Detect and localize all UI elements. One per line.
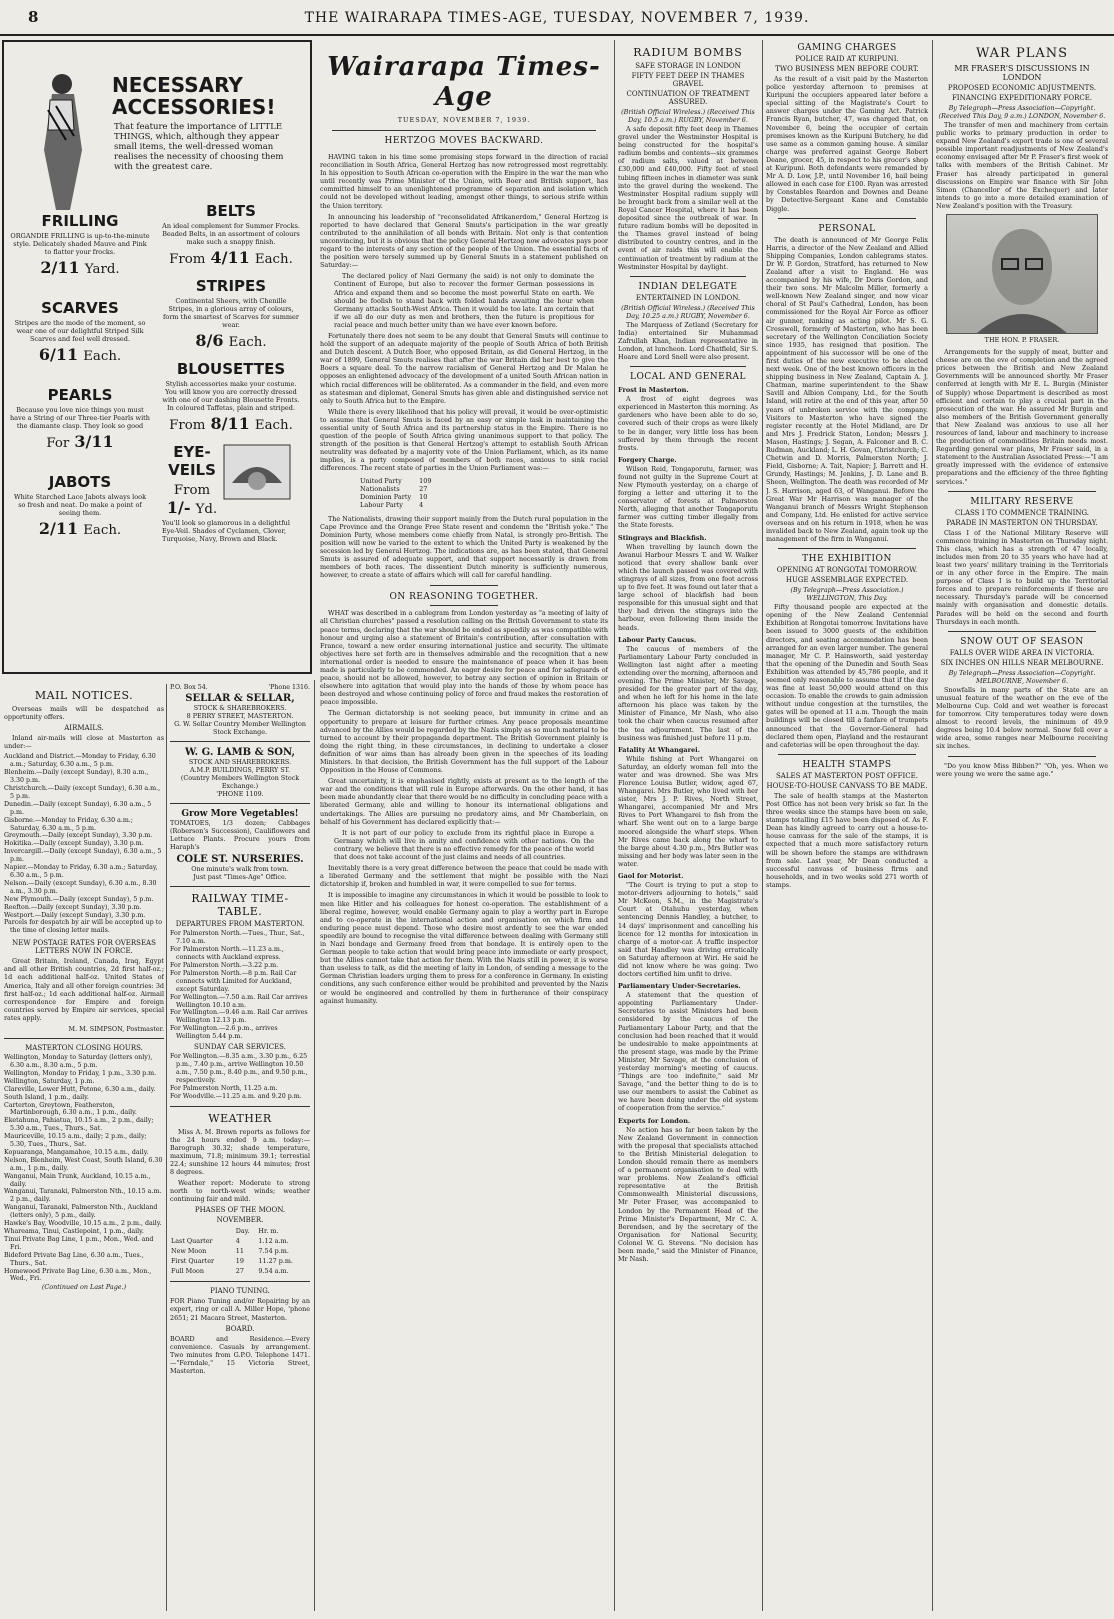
moon-phase: First Quarter [171, 1257, 215, 1266]
list-item: Gisborne.—Monday to Friday, 6.30 a.m.; Saturday, 6.30 a.m., 5 p.m. [4, 816, 133, 832]
list-item: Auckland and District.—Monday to Friday, 6.30 a.m.; Saturday, 6.30 a.m., 5 p.m. [4, 753, 156, 769]
ad-item-blousettes [162, 360, 300, 433]
personal-headline: PERSONAL [818, 223, 876, 234]
portrait-caption: THE HON. P. FRASER. [984, 336, 1060, 345]
local-item-body: Wilson Reid, Tongaporutu, farmer, was found not guilty in the Supreme Court at New Plymouth yesterday, on a charge of forging a letter and uttering it to the conservator of forests at Palmerston North, alleging that another Tongaporutu farmer was cutting timber illegally from the State forests. [618, 464, 758, 530]
list-item: New Plymouth.—Daily (except Sunday), 5 p.m. [4, 895, 154, 903]
exhibition-credit: (By Telegraph—Press Association.) WELLINGTON, This Day. [790, 586, 904, 603]
editorial-headline: ON REASONING TOGETHER. [389, 592, 539, 603]
editorial-paragraph: HAVING taken in his time some promising steps forward in the direction of racial reconciliation in South Africa, General Hertzog has now retrogressed most regrettably. In his opposition to South African co-operation with the Empire in the war the man who until recently was Prime Minister of the Union, with Boer and British support, has committed himself to an unenlightened programme of separation and isolation which could not be developed without leading, amongst other things, to serious strife within the Union territory. [320, 153, 608, 210]
local-item-title: Stingrays and Blackfish. [618, 533, 707, 542]
business-column [170, 684, 310, 1611]
news-column-3 [618, 40, 758, 1611]
sunday-heading: SUNDAY CAR SERVICES. [194, 1043, 286, 1052]
ad-item-desc: An ideal complement for Summer Frocks. Beaded Belts, in an assortment of colours make such a snappy finish. [162, 222, 300, 246]
editorial-paragraph: Great uncertainty, it is emphasised rightly, exists at present as to the length of the war and the conditions that will rule in Europe afterwards. On the other hand, it has been made abundantly clear that there would be no difficulty in concluding peace with a liberated Germany, able and willing to honour its international obligations and undertakings. The Allies are pursuing no predatory aims, and Mr Chamberlain, on behalf of his Government has declared explicitly that:— [320, 777, 608, 826]
moon-table [170, 1226, 310, 1276]
lamb-line: STOCK AND SHAREBROKERS. [188, 758, 292, 766]
airmail-list [4, 753, 164, 935]
local-item-body: A statement that the question of appointing Parliamentary Under-Secretaries to assist Ministers had been considered by the caucus of the Parliamentary Labour Party, and that the conclusion had been reached that it would be undesirable to make appointments at the present stage, was made by the Prime Minister, Mr Savage, at the conclusion of yesterday morning's meeting of caucus. "Things are too indefinite," said Mr Savage, "and the better thing to do is to use our members to assist the Cabinet as we have been doing under the old system of cooperation from the service." [618, 991, 758, 1113]
paper-name-logo: Wairarapa Times-Age [327, 52, 601, 112]
ad-item-desc: Stylish accessories make your costume. You will know you are correctly dressed with one of our dashing Blousette Fronts. In coloured Taffetas, plain and striped. [162, 380, 300, 412]
health-sub: HOUSE-TO-HOUSE CANVASS TO BE MADE. [766, 781, 928, 790]
list-item: Wanganui, Taranaki, Palmerston Nth., 10.15 a.m. 2 p.m., daily. [4, 1188, 162, 1204]
sellar-line: STOCK & SHAREBROKERS. [193, 704, 287, 712]
exhibition-headline: THE EXHIBITION [802, 554, 892, 565]
list-item: Mauriceville, 10.15 a.m., daily; 2 p.m., daily; 5.30, Tues., Thurs., Sat. [4, 1133, 147, 1149]
list-item: Hawke's Bay, Woodville, 10.15 a.m., 2 p.m., daily. [4, 1220, 162, 1228]
list-item: For Palmerston North.—8 p.m. Rail Car connects with Limited for Auckland, except Saturday. [170, 969, 297, 993]
local-item-body: The caucus of members of the Parliamentary Labour Party concluded in Wellington last night after a meeting extending over the morning, afternoon and evening. The Prime Minister, Mr Savage, presided for the greater part of the day, and when he left for his home in the late afternoon his place was taken by the Minister of Finance, Mr Nash, who also took the chair when caucus resumed after the tea adjournment. The last of the business was finished just before 11 p.m. [618, 644, 758, 742]
list-item: For Palmerston North, 11.25 a.m. [170, 1084, 278, 1092]
ad-item-unit: Yd. [195, 502, 218, 517]
moon-phase: New Moon [171, 1247, 207, 1256]
radium-sub: SAFE STORAGE IN LONDON [635, 62, 741, 70]
party-name: Nationalists [360, 484, 400, 493]
snow-sub: SIX INCHES ON HILLS NEAR MELBOURNE. [940, 658, 1104, 667]
war-body: Arrangements for the supply of meat, butter and cheese are on the eve of completion and the agreed prices between the British and New Zealand Governments will be announced shortly. Mr Fraser conferred at length with Mr E. L. Burgin (Minister of Supply) whose Department is described as most efficient and certain to play a crucial part in the prosecution of the war. He assured Mr Burgin and also members of the British Government generally that New Zealand was anxious to use all her resources of land, labour and machinery to increase the production of commodities Britain needs most. Regarding general war plans, Mr Fraser said, in a statement to the Australian Associated Press:—"I am greatly impressed with the evidence of extensive preparations and the efficiency of the three fighting services." [936, 348, 1108, 486]
ad-item-desc: White Starched Lace Jabots always look so fresh and neat. Do make a point of seeing them. [13, 493, 147, 517]
cole-ad [170, 809, 310, 881]
ad-item-stripes [162, 277, 300, 350]
rates-heading: NEW POSTAGE RATES FOR OVERSEAS LETTERS NOW IN FORCE. [12, 939, 156, 956]
local-item-body: While fishing at Port Whangarei on Saturday, an elderly woman fell into the water and was drowned. She was Mrs Florence Louisa Butler, widow, aged 67, Whangarei. Mrs Butler, who lived with her sister, Mrs J. P. Rives, North Street, Whangarei, accompanied Mr and Mrs Rives to Port Whangarei to fish from the wharf. She went out on to a large barge moored alongside the wharf steps. When Mr Rives came back along the wharf to the barge about 4.30 p.m., Mrs Butler was missing and her body was later seen in the water. [618, 754, 758, 868]
piano-heading: PIANO TUNING. [210, 1287, 270, 1296]
gaming-body: As the result of a visit paid by the Masterton police yesterday afternoon to premises at Kuripuni the occupiers appeared later before a special sitting of the Magistrate's Court to answer charges under the Gaming Act. Patrick Francis Ryan, butcher, 47, was charged that, on November 6, being the occupier of certain premises known as the Kuripuni Butchery, he did use same as a common gaming house. A similar charge was preferred against George Robert Deane, grocer, 45, in respect to his grocer's shop at Kuripuni. Both defendants were remanded by Mr A. D. Low, J.P., until November 16, bail being allowed in each case for £100. Ryan was arrested by Constables Reardon and Downes and Deane by Detective-Sergeant Kane and Constable Diggle. [766, 75, 928, 213]
editorial-headline: HERTZOG MOVES BACKWARD. [384, 136, 544, 146]
list-item: Reefton.—Daily (except Sunday), 3.30 p.m. [4, 903, 142, 911]
ad-item-price: 3/11 [74, 432, 114, 451]
moon-phase: Full Moon [171, 1267, 205, 1276]
table-row [360, 501, 440, 509]
ad-item-title: BELTS [206, 202, 256, 220]
list-item: Invercargill.—Daily (except Sunday), 6.30 a.m., 5 p.m. [4, 848, 162, 864]
ad-item-scarves [10, 299, 150, 364]
editorial-paragraph: While there is every likelihood that his policy will prevail, it would be over-optimistic to assume that General Smuts is faced by an easy or simple task in maintaining the essential unity of South Africa and its partnership status in the Empire. There is no question of the people of South Africa giving unanimous support to that policy. The strength of the position is that General Hertzog's attempt to establish South African neutrality was defeated by a majority vote of the Union Parliament, which, as its name implies, is a party composed of members of both races, anxious to sink racial differences. The recent state of parties in the Union Parliament was:— [320, 407, 608, 473]
board-heading: BOARD. [225, 1324, 255, 1333]
sellar-line: G. W. Sellar Country Member Wellington Stock Exchange. [174, 720, 306, 736]
divider [778, 548, 916, 549]
cole-text: TOMATOES, 1/3 dozen; Cabbages (Roberson's Succession), Cauliflowers and Lettuce Plants. Procure yours from Haraph's [170, 819, 310, 852]
cole-line: One minute's walk from town. [191, 865, 289, 874]
gaming-sub: POLICE RAID AT KURIPUNI. [795, 55, 899, 63]
divider [170, 1106, 310, 1107]
parties-table [360, 477, 440, 509]
party-name: Dominion Party [360, 492, 412, 501]
exhibition-sub: HUGE ASSEMBLAGE EXPECTED. [785, 576, 909, 585]
moon-heading: PHASES OF THE MOON. [194, 1206, 286, 1215]
party-seats: 4 [419, 500, 424, 509]
divider [4, 1038, 164, 1039]
divider [332, 130, 596, 131]
railway-heading: RAILWAY TIME-TABLE. [191, 892, 289, 919]
list-item: Dunedin.—Daily (except Sunday), 6.30 a.m., 5 p.m. [4, 800, 152, 816]
list-item: Kopuaranga, Mangamahoe, 10.15 a.m., daily. [4, 1148, 149, 1156]
weather-report: Miss A. M. Brown reports as follows for the 24 hours ended 9 a.m. today:—Barograph 30.32; shade temperature, maximum, 71.8; minimum 39.1; terrestial 22.4; sunshine 12 hours 44 minutes; frost 8 degrees. [170, 1127, 310, 1176]
divider [630, 366, 746, 367]
veil-illustration [222, 443, 292, 501]
lamb-ad [170, 747, 310, 798]
table-row [360, 493, 440, 501]
snow-headline: SNOW OUT OF SEASON [960, 636, 1084, 647]
list-item: Nelson.—Daily (except Sunday), 6.30 a.m., 8.30 a.m., 3.30 p.m. [4, 879, 157, 895]
weather-heading: WEATHER [208, 1111, 272, 1125]
board-ad [170, 1325, 310, 1375]
divider [948, 491, 1096, 492]
ad-item-title: FRILLING [41, 212, 119, 230]
war-sub: FINANCING EXPEDITIONARY FORCE. [951, 94, 1093, 102]
ad-item-price: 8/6 [195, 331, 224, 350]
snow-credit: By Telegraph—Press Association—Copyright. MELBOURNE, November 6. [948, 668, 1096, 685]
ad-heading: NECESSARY ACCESSORIES! [112, 73, 276, 119]
cole-line: Just past "Times-Age" Office. [193, 873, 287, 882]
divider [948, 631, 1096, 632]
ad-intro: That feature the importance of LITTLE THINGS, which, although they appear small items, the well-dressed woman realises the necessity of choosing them with the greatest care. [114, 122, 284, 172]
ad-item-price: 2/11 [40, 258, 80, 277]
ad-item-unit: Yard. [84, 262, 120, 277]
newspaper-title: THE WAIRARAPA TIMES-AGE, TUESDAY, NOVEMBER 7, 1939. [304, 10, 810, 26]
ad-item-desc: ORGANDIE FRILLING is up-to-the-minute style. Delicately shaded Mauve and Pink to flatter your frocks. [10, 232, 150, 256]
ad-item-unit: Each. [254, 418, 293, 433]
railway-timetable [170, 892, 310, 1100]
ad-item-belts [162, 202, 300, 267]
local-item-title: Parliamentary Under-Secretaries. [618, 982, 741, 991]
list-item: Christchurch.—Daily (except Sunday), 6.30 a.m., 5 p.m. [4, 785, 161, 800]
ad-from-label: From [169, 252, 206, 267]
gaming-sub: TWO BUSINESS MEN BEFORE COURT. [775, 65, 919, 73]
moon-time: 1.12 a.m. [258, 1237, 289, 1246]
editorial-date: TUESDAY, NOVEMBER 7, 1939. [397, 116, 531, 124]
editorial-paragraph: In announcing his leadership of "reconsolidated Afrikanerdom," General Hertzog is reported to have declared that General Smuts's participation in the war greatly contributed to the annihilation of all bonds with Britain. Not only is that contention unconvincing, but it is obvious that the policy General Hertzog now advocates pays poor regard to the interests of any section of the people of the Union. The essential facts of the position were tersely summed up by General Smuts in a statement published on Saturday:— [320, 212, 608, 270]
table-row [360, 477, 440, 485]
ad-item-price: 6/11 [38, 345, 79, 364]
editorial-column [320, 40, 608, 1611]
ad-item-desc: Because you love nice things you must have a String of our Three-tier Pearls with the diamante clasp. They look so good [10, 406, 150, 430]
health-body: The sale of health stamps at the Masterton Post Office has not been very brisk so far. In the three weeks since the stamps have been on sale, stamps totalling £15 have been disposed of. As F. Dean has kindly agreed to carry out a house-to-house canvass for the sale of the stamps, it is expected that a much more satisfactory return will be shown before the stamps are withdrawn from sale. Last year, Mr Dean conducted a successful canvass of business firms and households, and in two weeks sold 271 worth of stamps. [766, 791, 928, 889]
party-seats: 27 [419, 484, 428, 493]
divider [948, 756, 1096, 757]
snow-body: Snowfalls in many parts of the State are an unusual feature of the weather on the eve of the Melbourne Cup. Cold and wet weather is forecast for tomorrow. City temperatures today were down almost to record levels, the minimum of 49.9 degrees being 10.4 below normal. Snow fell over a wide area, some ranges near Melbourne receiving six inches. [936, 685, 1108, 751]
war-headline: WAR PLANS [975, 46, 1069, 61]
editorial-quote: The declared policy of Nazi Germany (he said) is not only to dominate the Continent of Europe, but also to recover the former German possessions in Africa and expand them and so become the most powerful State on earth. We should be foolish to stand back with folded hands awaiting the hour when Germany attacks South-West Africa. Then it would be too late. I am certain that if we all do our duty as men and brothers, then the future is propitious for racial peace and much better unity than we have ever known before. [334, 272, 594, 329]
ad-item-desc: Stripes are the mode of the moment, so wear one of our delightful Striped Silk Scarves and feel well dressed. [14, 319, 146, 343]
health-sub: SALES AT MASTERTON POST OFFICE. [776, 771, 918, 780]
editorial-quote: It is not part of our policy to exclude from its rightful place in Europe a Germany which will live in amity and confidence with other nations. On the contrary, we believe that there is no effective remedy for the peace of the world that does not take account of the just claims and needs of all countries. [334, 828, 594, 862]
ad-item-price: 1/- [166, 498, 191, 517]
divider [430, 149, 498, 150]
mail-heading: MAIL NOTICES. [34, 689, 134, 702]
fashion-model-illustration [26, 70, 96, 220]
list-item: For Woodville.—11.25 a.m. and 9.20 p.m. [170, 1092, 302, 1100]
local-item-title: Forgery Charge. [618, 455, 677, 464]
piano-ad [170, 1287, 310, 1321]
ad-item-unit: Each. [254, 252, 293, 267]
local-item-title: Experts for London. [618, 1116, 691, 1125]
column-rule [166, 684, 167, 1611]
sellar-ad [170, 684, 310, 736]
list-item: Hokitika.—Daily (except Sunday), 3.30 p.m. [4, 840, 144, 848]
list-item: Greymouth.—Daily (except Sunday), 3.30 p.m. [4, 832, 153, 840]
moon-phase: Last Quarter [171, 1237, 213, 1246]
portrait-illustration [947, 215, 1097, 333]
divider [170, 741, 310, 742]
list-item: For Wellington.—2.6 p.m., arrives Wellington 5.44 p.m. [170, 1025, 278, 1041]
cole-headline: Grow More Vegetables! [181, 809, 299, 819]
divider [170, 886, 310, 887]
snow-footer: "Do you know Miss Bibben?" "Oh, yes. When we were young we were the same age." [936, 761, 1108, 778]
ad-item-price: 2/11 [38, 519, 79, 538]
continued-note: (Continued on Last Page.) [41, 1283, 127, 1292]
weather-section [170, 1112, 310, 1204]
divider [778, 754, 916, 755]
indian-credit: (British Official Wireless.) (Received This Day, 10.25 a.m.) RUGBY, November 6. [621, 303, 755, 320]
divider [430, 585, 498, 586]
lamb-name: W. G. LAMB & SON, [185, 747, 295, 758]
local-item-title: Frost in Masterton. [618, 386, 689, 395]
ad-item-pearls [10, 386, 150, 451]
editorial-paragraph: Fortunately there does not seem to be any doubt that General Smuts will continue to hold the support of an adequate majority of the people of South Africa of both British and Dutch descent. A Dutch Boer, who opposed Britain, as did General Hertzog, in the war of 1899, General Smuts realises that after the war Britain did her best to give the Boers a square deal. To the narrow racialism of General Hertzog and Dr Malan he opposes an enlightened advocacy of the development of a united South African nation in which racial differences will be obliterated. As a commander in the field, and even more as statesman and diplomat, General Smuts has given able and distinguished service not only to South Africa but to the Empire. [320, 331, 608, 405]
list-item: For Wellington.—8.35 a.m., 3.30 p.m., 6.25 p.m., 7.40 p.m., arrive Wellington 10.50 a.m., 7.50 p.m., 8.40 p.m., and 9.50 p.m., respectively. [170, 1053, 308, 1084]
list-item: Wellington, Monday to Saturday (letters only), 6.30 a.m., 8.30 a.m., 5 p.m. [4, 1054, 153, 1069]
moon-time: 9.54 a.m. [258, 1267, 289, 1276]
local-item-body: "The Court is trying to put a stop to motor-drivers adjourning to hotels," said Mr McKeon, S.M., in the Magistrate's Court at Otahuhu yesterday, when sentencing Dennis Handley, a butcher, to 14 days' imprisonment and cancelling his licence for 12 months for intoxication in charge of a motor-car. A traffic inspector said that Handley was driving erratically on Saturday afternoon at Wiri. He said he did not know where he was going. Two doctors certified him unfit to drive. [618, 881, 758, 979]
moon-month: NOVEMBER. [216, 1216, 264, 1225]
list-item: Parcels for despatch by air will be accepted up to the time of closing letter mails. [4, 919, 163, 935]
gaming-headline: GAMING CHARGES [797, 43, 897, 53]
ad-item-jabots [10, 473, 150, 538]
page-number: 8 [28, 8, 39, 26]
divider [430, 605, 498, 606]
railway-sub: DEPARTURES FROM MASTERTON. [175, 920, 305, 929]
moon-day: 27 [235, 1267, 244, 1276]
local-item-body: When travelling by launch down the Awanui Harbour Messrs T. and W. Walker noticed that every shallow bank over which the launch passed was covered with stingrays of all sizes, from one foot across up to five feet. It was found out later that a large school of blackfish had been responsible for this unusual sight and that they had driven the stingrays into the harbour, even following them inside the heads. [618, 542, 758, 632]
list-item: For Wellington.—7.50 a.m. Rail Car arrives Wellington 10.10 a.m. [170, 993, 308, 1009]
airmails-heading: AIRMAILS. [64, 724, 104, 733]
list-item: Eketahuna, Pahiatua, 10.15 a.m., 2 p.m., daily; 5.30 a.m., Tues., Thurs., Sat. [4, 1117, 154, 1133]
radium-sub: CONTINUATION OF TREATMENT ASSURED. [626, 90, 750, 106]
ad-item-unit: Each. [228, 335, 267, 350]
list-item: Wanganui, Main Trunk, Auckland, 10.15 a.m., daily. [4, 1172, 151, 1188]
piano-text: FOR Piano Tuning and/or Repairing by an expert, ring or call A. Miller Hope, 'phone 2651; 21 Macara Street, Masterton. [170, 1297, 310, 1322]
moon-time: 11.27 p.m. [258, 1257, 293, 1266]
list-item: Napier.—Monday to Friday, 6.30 a.m.; Saturday, 6.30 a.m., 5 p.m. [4, 864, 158, 879]
list-item: Bideford Private Bag Line, 6.30 a.m., Tues., Thurs., Sat. [4, 1251, 144, 1267]
list-item: Tinui Private Bag Line, 1 p.m., Mon., Wed. and Fri. [4, 1235, 154, 1251]
list-item: For Palmerston North.—3.22 p.m. [170, 962, 279, 969]
list-item: For Palmerston North.—11.23 a.m., connects with Auckland express. [170, 946, 284, 962]
ad-item-title: PEARLS [47, 386, 113, 404]
exhibition-sub: OPENING AT RONGOTAI TOMORROW. [776, 566, 918, 575]
military-headline: MILITARY RESERVE [970, 496, 1074, 507]
war-credit: By Telegraph—Press Association—Copyright. (Received This Day, 9 a.m.) LONDON, November 6. [938, 104, 1106, 120]
lamb-line: A.M.P. BUILDINGS, PERRY ST. [189, 766, 291, 774]
indian-sub: ENTERTAINED IN LONDON. [635, 293, 741, 302]
divider [630, 276, 746, 277]
table-row [170, 1266, 310, 1276]
radium-headline: RADIUM BOMBS [633, 46, 743, 59]
list-item: Homewood Private Bag Line, 6.30 a.m., Mon., Wed., Fri. [4, 1267, 152, 1283]
closing-list [4, 1054, 164, 1283]
ad-item-title: EYE-VEILS [168, 443, 216, 479]
list-item: Nelson, Blenheim, West Coast, South Island, 6.30 a.m., 1 p.m., daily. [4, 1156, 163, 1172]
weather-forecast: Weather report: Moderate to strong north to north-west winds; weather continuing fair and mild. [170, 1179, 310, 1204]
party-seats: 10 [419, 492, 428, 501]
indian-body: The Marquess of Zetland (Secretary for India) entertained Sir Muhammad Zafrullah Khan, Indian representative in London, at luncheon. Lord Chatfield, Sir S. Hoare and Lord Snell were also present. [618, 320, 758, 362]
editorial-paragraph: It is impossible to imagine any circumstances in which it would be possible to look to men like Hitler and his colleagues for honest co-operation. The establishment of a liberal regime, however, would enable Germany again to play a worthy part in Europe and to co-operate in the international action and organisation on which firm and enduring peace must depend. Those who desire most ardently to see the war ended speedily are bound to recognise the vital difference between dealing with Germany still in Nazi bondage and Germany freed from that bondage. It is entirely open to the German people to take action that would bring peace into immediate or early prospect, but the Allies cannot take that action for them. With the Nazis still in power, it is worse than useless to talk, as did the meeting of laity in London, of sending a message to the German Christian leaders urging them to press for a conference in Germany. In existing conditions, any such conference either would be prohibited and prevented by the Nazis or would be engineered and controlled by them in furtherance of their conspiracy against humanity. [320, 891, 608, 1005]
news-column-5 [936, 40, 1108, 1611]
sellar-name: SELLAR & SELLAR, [185, 693, 295, 704]
col-header: Hr. m. [258, 1227, 279, 1236]
column-rule [932, 40, 933, 1611]
ad-item-price: 4/11 [210, 248, 250, 267]
ad-from-label: From [173, 483, 211, 498]
ad-from-label: From [169, 418, 206, 433]
list-item: Blenheim.—Daily (except Sunday), 8.30 a.m., 3.30 p.m. [4, 769, 149, 785]
list-item: South Island, 1 p.m., daily. [4, 1093, 89, 1101]
moon-section [170, 1206, 310, 1276]
board-text: BOARD and Residence.—Every convenience. Casuals by arrangement. Two minutes from G.P.O. Telephone 1471.—"Ferndale," 15 Victoria Street, Masterton. [170, 1334, 310, 1375]
snow-sub: FALLS OVER WIDE AREA IN VICTORIA. [949, 648, 1095, 657]
personal-body: The death is announced of Mr George Felix Harris, a director of the New Zealand and Allied Shipping Companies, London cablegrams states. Dr W. P. Gordon, Stratford, has returned to New Zealand after a visit to England. He was accompanied by his wife, Dr Doris Gordon, and their two sons. Mr Malcolm Miller, formerly a well-known New Zealand singer, and now vicar choral of St Paul's Cathedral, London, has been commissioned for the Royal Air Force as officer air gunner, ranking as acting pilot. Mr S. G. Cresswell, formerly of Masterton, who has been secretary of the Wellington Conciliation Society since 1935, has resigned that position. The appointment of his successor will be one of the first duties of the new executive to be elected next week. One of the best known officers in the shipping business in New Zealand, Captain A. J. Chatman, marine superintendent to the Shaw Savill and Albion Company, Ltd., for the South Island, will retire at the end of this year, after 50 years of unbroken service with the company. Visitors to Masterton who have signed the register recently at the Hotel Midland, are Dr and Mrs J. Fredrick Staton, London; Messrs J. Mason, Hastings; J. Segan, A. Falconer and B. C. Rudman, Auckland; L. H. Govan, Christchurch; C. Chetwin and D. Morris, Palmerston North; J. Field, Gisborne; A. Tait, Napier; J. Barrett and H. Grundy, Hastings; M. Jenkins, J. D. Lane and B. Sheen, Wellington. The death was recorded of Mr J. S. Harrison, aged 63, of Wanganui. Before the Great War Mr Harrison was manager of the Wanganui branch of Messrs Wright Stephenson and Company, Ltd. He enlisted for active service overseas and on his return in 1918, when he was invalided back to New Zealand, again took up the management of the firm in Wanganui. [766, 235, 928, 544]
military-sub: CLASS I TO COMMENCE TRAINING. [954, 508, 1090, 517]
ad-item-title: SCARVES [41, 299, 119, 317]
sellar-box: P.O. Box 54. [170, 684, 208, 691]
ad-item-desc: You'll look so glamorous in a delightful Eye-Veil. Shades of Cyclamen, Clover, Turquoise, Navy, Brown and Black. [162, 519, 290, 543]
list-item: Carterton, Greytown, Featherston, Martinborough, 6.30 a.m., 1 p.m., daily. [4, 1101, 137, 1117]
ad-item-unit: Each. [83, 523, 122, 538]
lamb-phone: 'PHONE 1109. [216, 790, 264, 798]
table-row [170, 1236, 310, 1246]
col-header: Day. [235, 1227, 250, 1236]
radium-body: A safe deposit fifty feet deep in Thames gravel under the Westminster Hospital is being constructed for the hospital's radium bombs and contents—six grammes of radium salts, valued at between £30,000 and £40,000. Fifty feet of steel tubing fifteen inches in diameter was sunk into the gravel during the weekend. The Westminster Hospital radium supply will be brought back from a similar well at the Royal Cancer Hospital, where it has been deposited since the outbreak of war. In future radium bombs will be deposited in the Thames gravel instead of being distributed to country centres, and in the event of air raids this will enable the continuation of treatment by radium at the Westminster Hospital by daylight. [618, 125, 758, 271]
list-item: For Palmerston North.—Tues., Thur., Sat., 7.10 a.m. [170, 930, 305, 946]
radium-sub: FIFTY FEET DEEP IN THAMES GRAVEL [631, 72, 745, 88]
cole-name: COLE ST. NURSERIES. [176, 854, 304, 866]
lamb-line: (Country Members Wellington Stock Exchange.) [180, 774, 300, 790]
ad-item-frilling [10, 212, 150, 277]
list-item: For Wellington.—9.46 a.m. Rail Car arrives Wellington 12.13 p.m. [170, 1009, 308, 1025]
ad-item-unit: For [46, 436, 70, 451]
ad-item-unit: Each. [83, 349, 122, 364]
local-item-title: Gaol for Motorist. [618, 872, 684, 881]
list-item: Westport.—Daily (except Sunday), 3.30 p.m. [4, 911, 146, 919]
local-headline: LOCAL AND GENERAL [630, 372, 746, 383]
ad-right-items [162, 202, 300, 545]
closing-heading: MASTERTON CLOSING HOURS. [25, 1044, 143, 1053]
ad-item-title: JABOTS [48, 473, 112, 491]
war-body: The transfer of men and machinery from certain public works to primary production in order to expand New Zealand's export trade is one of several possible important readjustments of New Zealand's economy envisaged after Mr P. Fraser's first week of talks with members of the British Cabinet. Mr Fraser has already participated in general discussions on Empire war finance with Sir John Simon (Chancellor of the Exchequer) and later intends to go into a more detailed examination of New Zealand's position with the Treasury. [936, 121, 1108, 210]
sellar-line: 8 PERRY STREET, MASTERTON. [186, 712, 294, 720]
column-rule [614, 40, 615, 1611]
moon-time: 7.54 p.m. [258, 1247, 289, 1256]
editorial-paragraph: WHAT was described in a cablegram from London yesterday as "a meeting of laity of all Christian churches" passed a resolution calling on the British Government to state its peace terms, declaring that the war should be ended as speedily as was compatible with honour and urging also a statement of Britain's contribution, after consultation with France, toward a new order ensuring international justice and security. The ultimate objectives here set forth are in themselves admirable and the recognition that a new international order is needed to ensure the maintenance of peace when it has been made is particularly to be commended. An eager desire for peace and for safeguards of peace, should not be allowed, however, to betray any section of opinion in Britain or elsewhere into agitation that would play into the hands of those by whom peace has been destroyed and whose continuing policy of force and fraud makes the restoration of peace impossible. [320, 609, 608, 707]
moon-day: 11 [235, 1247, 244, 1256]
ad-item-price: 8/11 [210, 414, 250, 433]
ad-item-desc: Continental Sheers, with Chenille Stripes, in a glorious array of colours, form the smartest of Scarves for summer wear. [163, 297, 299, 329]
moon-day: 4 [235, 1237, 240, 1246]
ad-item-title: STRIPES [195, 277, 267, 295]
divider [170, 803, 310, 804]
local-item-title: Labour Party Caucus. [618, 635, 697, 644]
portrait-photo [946, 214, 1098, 334]
news-column-4 [766, 40, 928, 1611]
masthead [0, 0, 1114, 36]
ad-item-title: BLOUSETTES [176, 360, 286, 378]
table-row [170, 1246, 310, 1256]
moon-day: 19 [235, 1257, 244, 1266]
mail-intro: Overseas mails will be despatched as opportunity offers. [4, 705, 164, 722]
divider [778, 218, 916, 219]
local-item-title: Fatality At Whangarei. [618, 745, 700, 754]
table-row [170, 1256, 310, 1266]
local-item-body: A frost of eight degrees was experienced in Masterton this morning. As gardeners who have been able to do so, covered such of their crops as were likely to be in danger, very little loss has been suffered by them through the recent frosts. [618, 395, 758, 452]
ad-left-items [10, 212, 150, 538]
column-rule [762, 40, 763, 1611]
war-sub: PROPOSED ECONOMIC ADJUSTMENTS. [947, 84, 1097, 92]
military-sub: PARADE IN MASTERTON ON THURSDAY. [946, 518, 1098, 527]
health-headline: HEALTH STAMPS [802, 759, 892, 770]
list-item: Wellington, Monday to Friday, 1 p.m., 3.30 p.m. [4, 1069, 157, 1077]
party-name: Labour Party [360, 500, 403, 509]
rates-text: Great Britain, Ireland, Canada, Iraq, Egypt and all other British countries, 2d first half-oz.; 1d each additional half-oz. United States of America, Italy and all other foreign countries: 3d first half-oz.; 1d each additional half-oz. Airmail correspondence for Empire and foreign countries served by Empire air services, special rates apply. [4, 957, 164, 1022]
exhibition-body: Fifty thousand people are expected at the opening of the New Zealand Centennial Exhibition at Rongotai tomorrow. Invitations have been issued to 3000 guests of the exhibition directors, and seating accommodation has been arranged for an even larger number. The general manager, Mr C. P. Hainsworth, said yesterday that the opening of the Dunedin and South Seas Exhibition was attended by 45,786 people, and it seemed only reasonable to assume that if the day was fine at least 50,000 would attend on this occasion. To enable the crowds to gain admission without undue congestion at the turnstiles, the gates will be opened at 11 a.m. Though the main buildings will be closed till a fanfare of trumpets announced that the Governor-General had declared them open, Playland and the restaurant and cafeterias will be open throughout the day. [766, 603, 928, 749]
editorial-paragraph: Inevitably there is a very great difference between the peace that could be made with a liberated Germany and the settlement that might be possible with the Nazi dictatorship if, broken and humbled in war, it were compelled to sue for terms. [320, 864, 608, 889]
list-item: Wellington, Saturday, 1 p.m. [4, 1077, 95, 1085]
table-row [360, 485, 440, 493]
party-seats: 109 [419, 476, 432, 485]
farmers-advertisement [2, 40, 312, 674]
list-item: Clareville, Lower Hutt, Petone, 6.30 a.m., daily. [4, 1085, 156, 1093]
list-item: Wanganui, Taranaki, Palmerston Nth., Auckland (letters only), 5 p.m., daily. [4, 1204, 158, 1220]
ad-item-eye-veils [162, 443, 300, 543]
column-rule [314, 680, 315, 1611]
sellar-phone: 'Phone 1316. [268, 684, 310, 691]
airmails-intro: Inland air-mails will close at Masterton as under:— [4, 734, 164, 751]
military-body: Class I of the National Military Reserve will commence training in Masterton on Thursday night. This class, which has a strength of 47 locally, includes men from 20 to 35 years who have had at least two years' military training in the Territorials or in any other force in the Empire. The main purpose of Class I is to build up the Territorial forces and to prepare reinforcements if these are necessary. Thursday's parade will be concerned mainly with organisation and domestic details. Parades will be held on the second and fourth Thursdays in each month. [936, 528, 1108, 626]
list-item: Whareama, Tinui, Castlepoint, 1 p.m., daily. [4, 1228, 144, 1235]
local-item-body: No action has so far been taken by the New Zealand Government in connection with the proposal that specialists attached to the British Ministerial delegation to London should remain there as members of a permanent organisation to deal with war problems. New Zealand's official representative at the British Commonwealth Ministerial discussions, Mr Peter Fraser, was accompanied to London by the Permanent Head of the Prime Minister's Department, Mr C. A. Berendsen, and by the secretary of the Organisation for National Security, Colonel W. G. Stevens. "No decision has been made," said the Minister of Finance, Mr Nash. [618, 1125, 758, 1264]
mail-column [4, 684, 164, 1611]
war-sub: MR FRASER'S DISCUSSIONS IN LONDON [954, 64, 1090, 82]
table-row [170, 1226, 310, 1236]
indian-headline: INDIAN DELEGATE [638, 281, 738, 292]
party-name: United Party [360, 476, 402, 485]
postmaster-signature: M. M. SIMPSON, Postmaster. [68, 1024, 164, 1033]
divider [170, 1281, 310, 1282]
editorial-paragraph: The Nationalists, drawing their support mainly from the Dutch rural population in the Cape Province and the Orange Free State resent and condemn the "British yoke." The Dominion Party, whose members come chiefly from Natal, is strongly pro-British. The position will now be varied to the extent to which the United Party is weakened by the secession led by General Hertzog. The indications are, as has been stated, that General Smuts is assured of adequate support, and that support necessarily is drawn from members of both races. The dissentient Dutch minority is sufficiently numerous, however, to create a state of affairs which will call for careful handling. [320, 514, 608, 580]
radium-credit: (British Official Wireless.) (Received This Day, 10.5 a.m.) RUGBY, November 6. [621, 108, 755, 124]
editorial-paragraph: The German dictatorship is not seeking peace, but immunity in crime and an opportunity to prepare at leisure for further crimes. Any peace proposals meantime advanced by the Allies would be regarded by the Nazis simply as so much material to be turned to account by their propaganda department. The British Government plainly is doing the right thing, in these circumstances, in declining to undertake a closer definition of war aims than has already been given in the speeches of its leading Ministers. In that decision, the British Government has the full support of the Labour Opposition in the House of Commons. [320, 709, 608, 775]
